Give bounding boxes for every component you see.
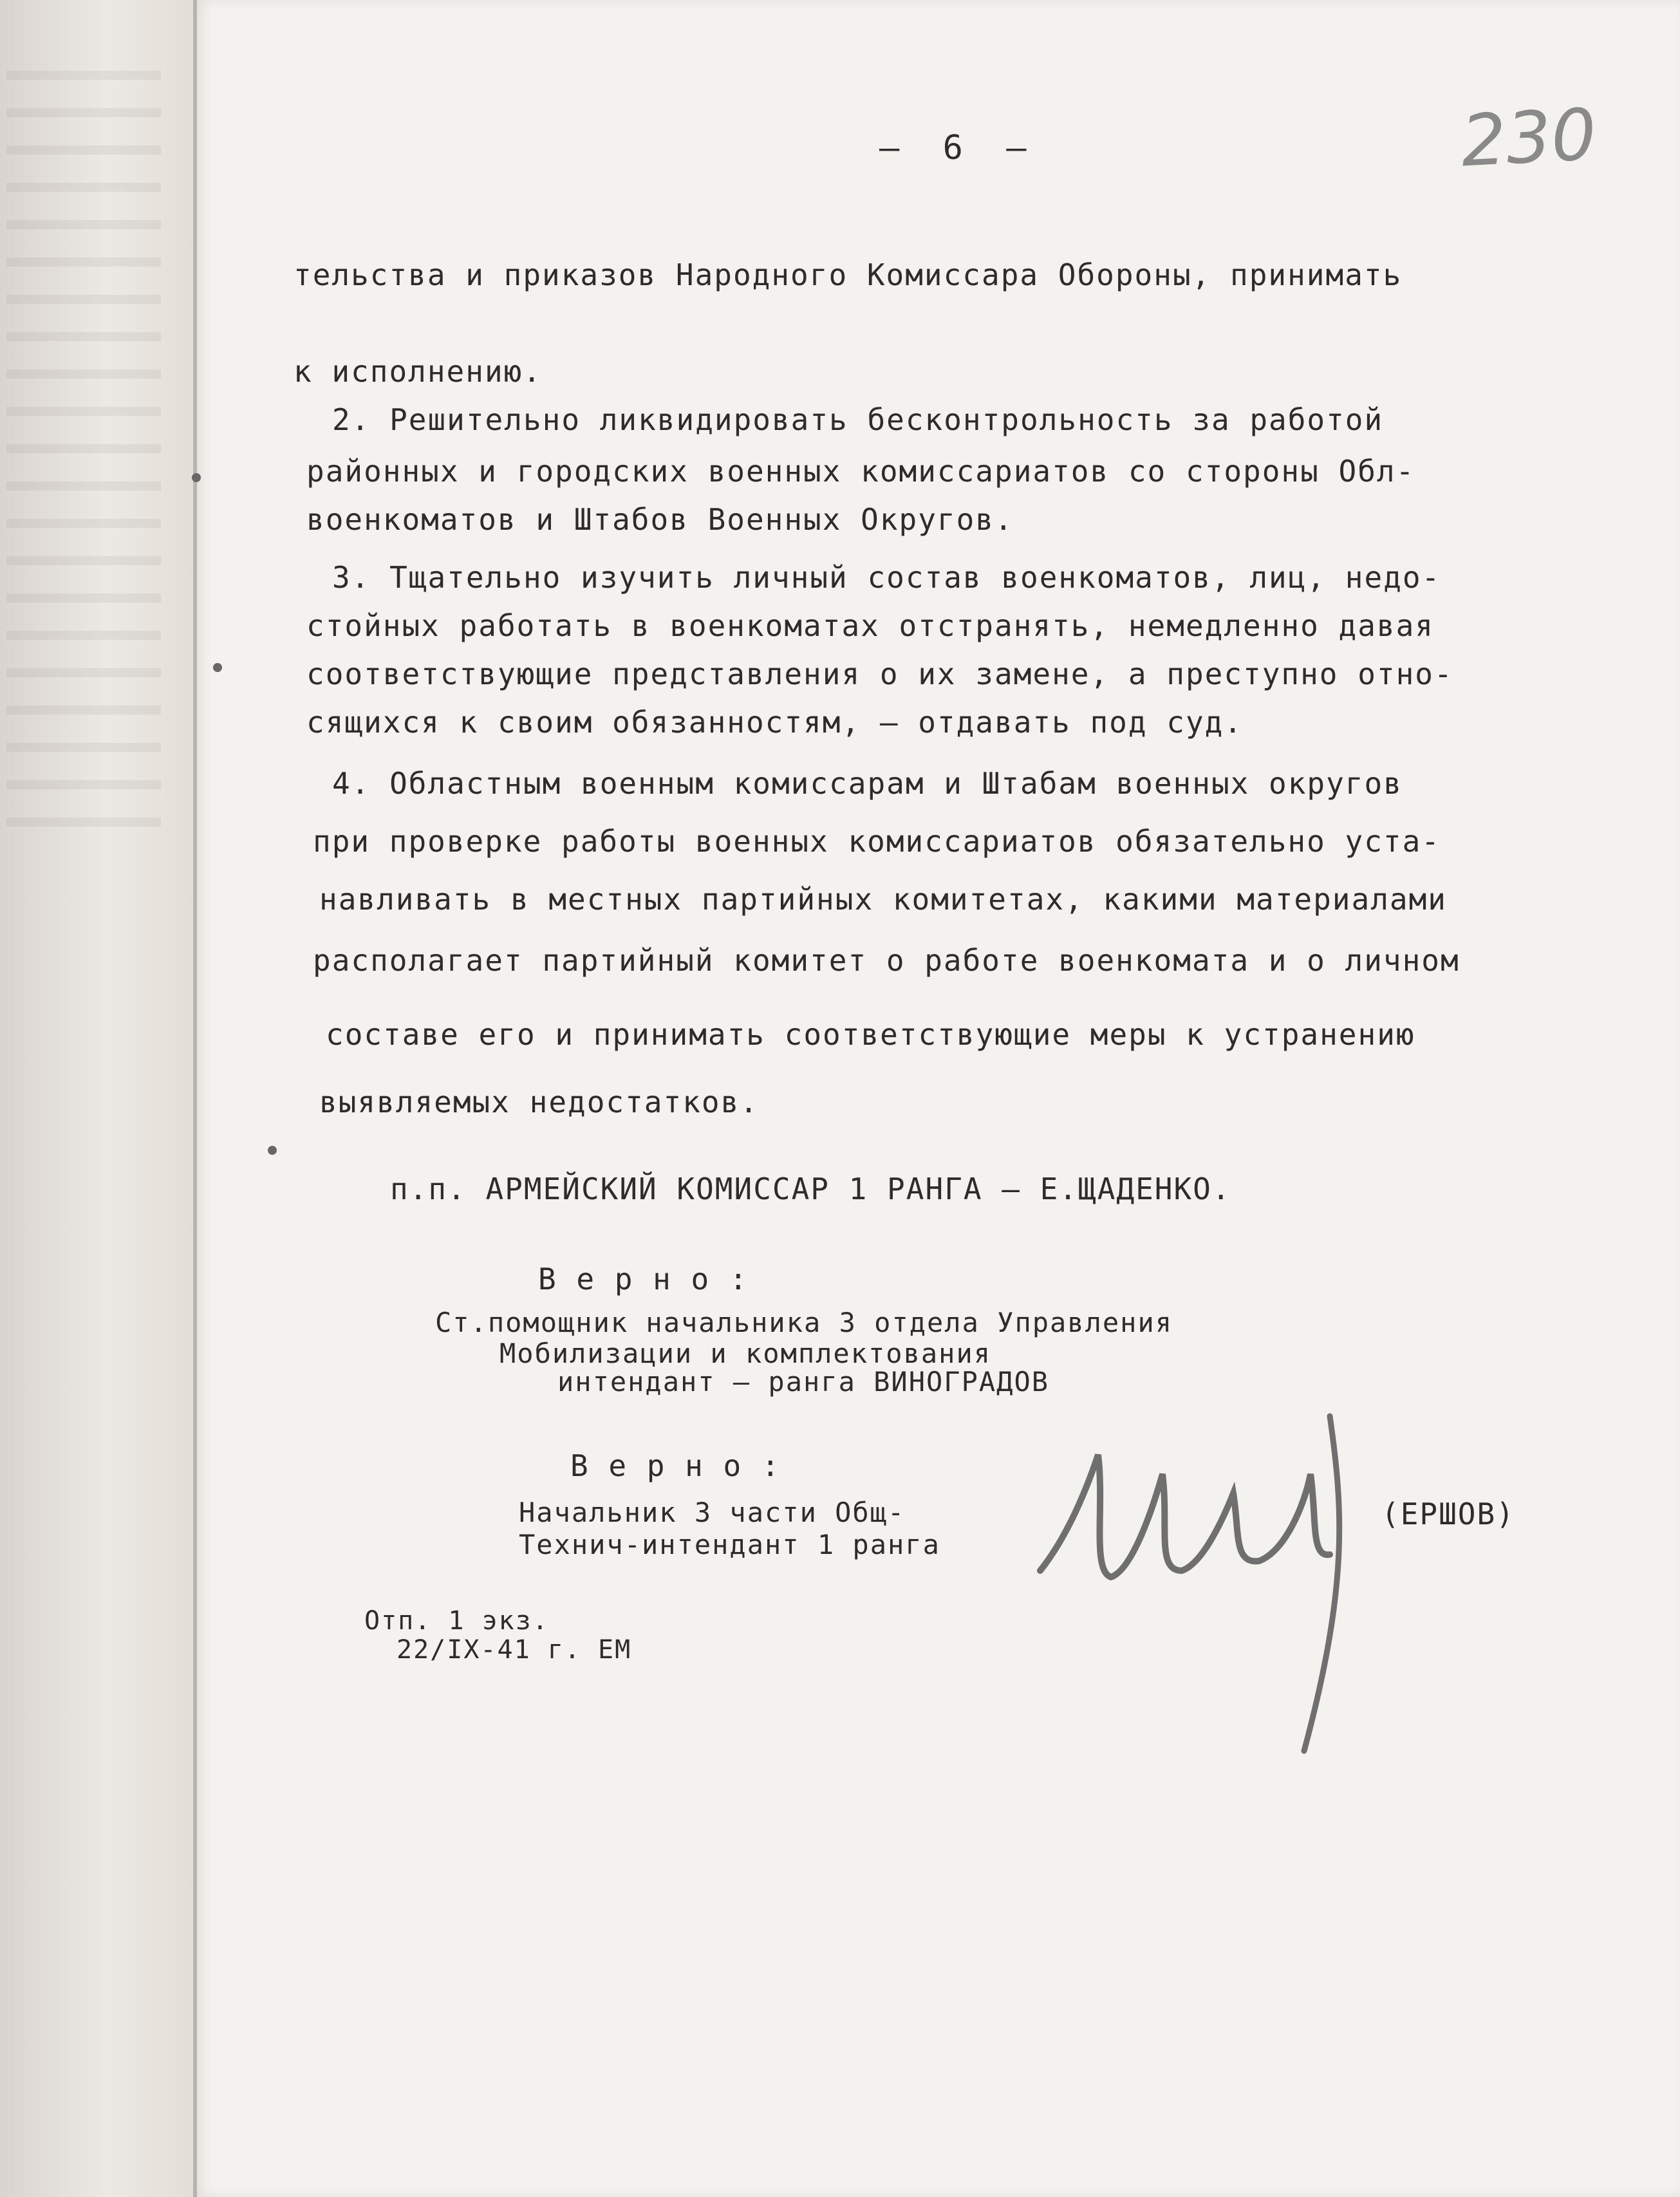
certifier-line: Технич-интендант 1 ранга — [519, 1529, 940, 1560]
archive-number: 230 — [1459, 93, 1599, 183]
paragraph-line: районных и городских военных комиссариатов со стороны Обл- — [306, 454, 1415, 489]
page-number: – 6 – — [879, 129, 1038, 167]
paragraph-line: 4. Областным военным комиссарам и Штабам военных округов — [332, 766, 1403, 801]
footer-line: Отп. 1 экз. — [364, 1606, 549, 1636]
paragraph-line: 2. Решительно ликвидировать бесконтрольность за работой — [332, 402, 1384, 437]
paragraph-line: располагает партийный комитет о работе военкомата и о личном — [313, 943, 1460, 978]
paragraph-line: сящихся к своим обязанностям, – отдавать под суд. — [306, 705, 1244, 740]
verno-mark: В е р н о : — [538, 1262, 749, 1296]
binding-strip — [0, 0, 193, 2197]
paragraph-line: тельства и приказов Народного Комиссара Обороны, принимать — [294, 257, 1403, 292]
certifier-line: Мобилизации и комплектования — [499, 1338, 992, 1369]
paragraph-line: стойных работать в военкоматах отстранять, немедленно давая — [306, 608, 1434, 643]
certifier-name: (ЕРШОВ) — [1381, 1497, 1515, 1531]
certifier-line: Начальник 3 части Общ- — [519, 1497, 906, 1528]
document-page — [197, 0, 1680, 2197]
paragraph-line: составе его и принимать соответствующие меры к устранению — [326, 1017, 1415, 1052]
certifier-line: Ст.помощник начальника 3 отдела Управления — [435, 1307, 1173, 1338]
paragraph-line: военкоматов и Штабов Военных Округов. — [306, 502, 1014, 537]
binding-hole — [213, 663, 222, 672]
paragraph-line: выявляемых недостатков. — [319, 1085, 759, 1119]
paragraph-line: при проверке работы военных комиссариатов обязательно уста- — [313, 824, 1441, 859]
binding-hole — [268, 1146, 277, 1155]
certifier-line: интендант – ранга ВИНОГРАДОВ — [557, 1366, 1050, 1398]
handwritten-signature — [1027, 1378, 1426, 1764]
paragraph-line: 3. Тщательно изучить личный состав военкоматов, лиц, недо- — [332, 560, 1441, 595]
paragraph-line: к исполнению. — [294, 354, 543, 389]
binding-text-shadow — [6, 71, 161, 843]
footer-line: 22/IX-41 г. ЕМ — [397, 1635, 632, 1665]
paragraph-line: навливать в местных партийных комитетах, какими материалами — [319, 882, 1447, 917]
paragraph-line: соответствующие представления о их замене, а преступно отно- — [306, 657, 1453, 691]
verno-mark: В е р н о : — [570, 1448, 781, 1483]
signature-line: п.п. АРМЕЙСКИЙ КОМИССАР 1 РАНГА – Е.ЩАДЕНКО. — [390, 1172, 1231, 1206]
binding-hole — [192, 473, 201, 482]
